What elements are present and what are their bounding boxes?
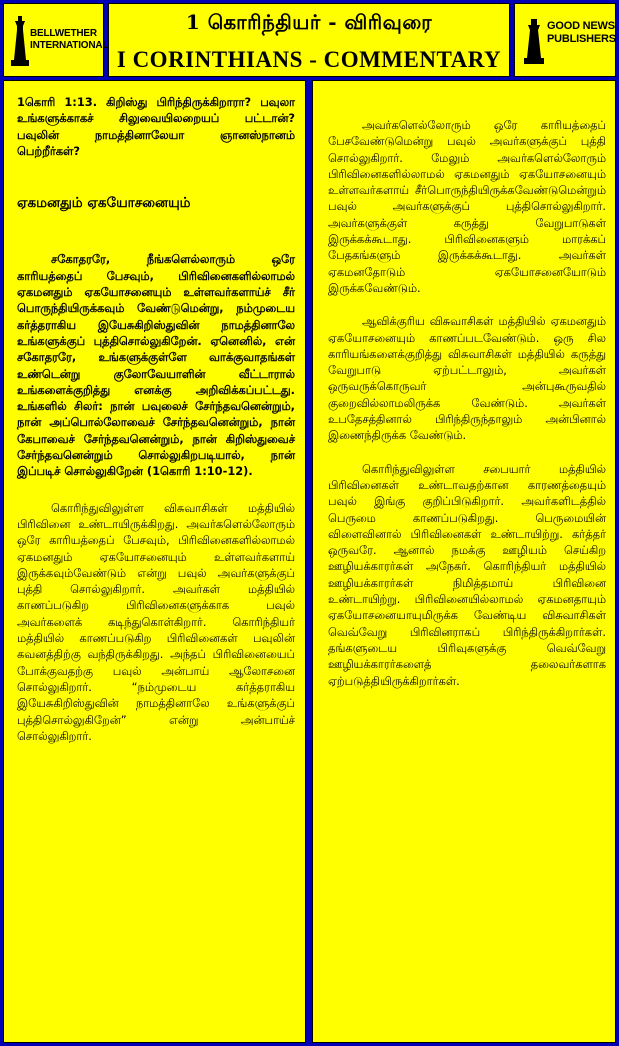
bellwether-logo-text: BELLWETHER INTERNATIONAL [30,28,109,51]
good-news-logo [514,3,616,77]
right-column [312,80,616,1043]
section-heading: ஏகமனதும் ஏகயோசனையும் [17,195,191,212]
good-news-logo-text: GOOD NEWS PUBLISHERS [547,20,616,45]
bellwether-logo [3,3,109,77]
title-banner [108,3,510,77]
verse-reference: 1கொரி 1:13. கிறிஸ்து பிரிந்திருக்கிறாரா? பவுலா உங்களுக்காகச் சிலுவையிலறையப் பட்டான்? பவுலின் நாமத்தினாலேயா ஞானஸ்நானம் பெற்றீர்கள்? [17,95,295,158]
commentary-paragraph: ஆவிக்குரிய விசுவாசிகள் மத்தியில் ஏகமனதும் ஏகயோசனையும் காணப்படவேண்டும். ஒரு சில காரியங்களைக்குறித்து விசுவாசிகள் மத்தியில் கருத்து வேறுபாடு ஏற்பட்டாலும், அவர்கள் ஒருவருக்கொருவர் அன்புகூருவதில் குறைவில்லாமலிருக்க வேண்டும். அவர்கள் உபதேசத்தினால் பிரிந்திருந்தாலும் அன்பினால் இணைந்திருக்க வேண்டும். [328,314,606,443]
commentary-paragraph: கொரிந்துவிலுள்ள விசுவாசிகள் மத்தியில் பிரிவினை உண்டாயிருக்கிறது. அவர்களெல்லோரும் ஒரே காரியத்தைப் பேசவும், பிரிவினைகளில்லாமல் ஏகமனதும் ஏகயோசனையும் உள்ளவர்களாய் இருக்கவும்வேண்டும் என்று பவுல் அவர்களுக்குப் புத்தி சொல்லுகிறார். அவர்கள் மத்தியில் காணப்படுகிற பிரிவினைகளுக்காக பவுல் அவர்களைக் கடிந்துகொள்கிறார். கொரிந்தியர் மத்தியில் காணப்படுகிற பிரிவினைகள் பவுலின் கவனத்திற்கு வந்திருக்கிறது. அந்தப் பிரிவினையைப் போக்குவதற்கு பவுல் அன்பாய் ஆலோசனை சொல்லுகிறார். “நம்முடைய கர்த்தராகிய இயேசுகிறிஸ்துவின் நாமத்தினாலே உங்களுக்குப் புத்திசொல்லுகிறேன்” என்று அன்பாய்ச் சொல்லுகிறார். [17,500,295,743]
commentary-paragraph: கொரிந்துவிலுள்ள சபையார் மத்தியில் பிரிவினைகள் உண்டாவதற்கான காரணத்தையும் பவுல் இங்கு குறிப்பிடுகிறார். அவர்களிடத்தில் பெருமை காணப்படுகிறது. பெருமையின் விளைவினால் பிரிவினைகள் உண்டாயிற்று. கர்த்தர் ஒருவரே. ஆனால் நமக்கு ஊழியம் செய்கிற ஊழியக்காரர்கள் அநேகர். கொரிந்தியர் மத்தியில் ஊழியக்காரர்கள் நிமித்தமாய் பிரிவினை உண்டாயிற்று. பிரிவினையில்லாமல் ஏகமனதாயும் ஏகயோசனையாயுமிருக்க வேண்டிய விசுவாசிகள் வெவ்வேறு பிரிவினராகப் பிரிந்திருக்கிறார்கள். தங்களுடைய பிரிவுகளுக்கு வெவ்வேறு ஊழியக்காரர்களைத் தலைவர்களாக ஏற்படுத்தியிருக்கிறார்கள். [328,461,606,688]
left-column [3,80,306,1043]
lighthouse-icon [522,18,546,66]
lighthouse-icon [10,14,30,68]
commentary-paragraph: அவர்களெல்லோரும் ஒரே காரியத்தைப் பேசவேண்டுமென்று பவுல் அவர்களுக்குப் புத்தி சொல்லுகிறார். மேலும் அவர்களெல்லோரும் பிரிவினைகளில்லாமல் ஏகமனதும் ஏகயோசனையும் உள்ளவர்களாய் சீர்பொருந்தியிருக்கவேண்டுமென்றும் பவுல் அவர்களுக்குப் புத்திசொல்லுகிறார். அவர்களுக்குள் கருத்து வேறுபாடுகள் இருக்கக்கூடாது. பிரிவினைகளும் மாரக்கப் பேதகங்களும் இருக்கக்கூடாது. அவர்கள் ஏகமனதோடும் ஏகயோசனையோடும் இருக்கவேண்டும். [328,118,606,295]
page-title-english: I CORINTHIANS - COMMENTARY [116,47,502,72]
page-title-tamil: 1 கொரிந்தியர் - விரிவுரை [185,10,433,34]
scripture-quote: சகோதரரே, நீங்களெல்லாரும் ஒரே காரியத்தைப் பேசவும், பிரிவினைகளில்லாமல் ஏகமனதும் ஏகயோசனையும் உள்ளவர்களாய்ச் சீர் பொருந்தியிருக்கவும் வேண்டுமென்று, நம்முடைய கர்த்தராகிய இயேசுகிறிஸ்துவின் நாமத்தினாலே உங்களுக்குப் புத்திசொல்லுகிறேன். ஏனெனில், என் சகோதரரே, உங்களுக்குள்ளே வாக்குவாதங்கள் உண்டென்று குலோவேயாளின் வீட்டாரால் உங்களைக்குறித்து எனக்கு அறிவிக்கப்பட்டது. உங்களில் சிலர்: நான் பவுலைச் சேர்ந்தவனென்றும், நான் அப்பொல்லோவைச் சேர்ந்தவனென்றும், நான் கேபாவைச் சேர்ந்தவனென்றும், நான் கிறிஸ்துவைச் சேர்ந்தவனென்றும் சொல்லுகிறபடியால், நான் இப்படிச் சொல்லுகிறேன் (1கொரி 1:10-12). [17,252,295,479]
